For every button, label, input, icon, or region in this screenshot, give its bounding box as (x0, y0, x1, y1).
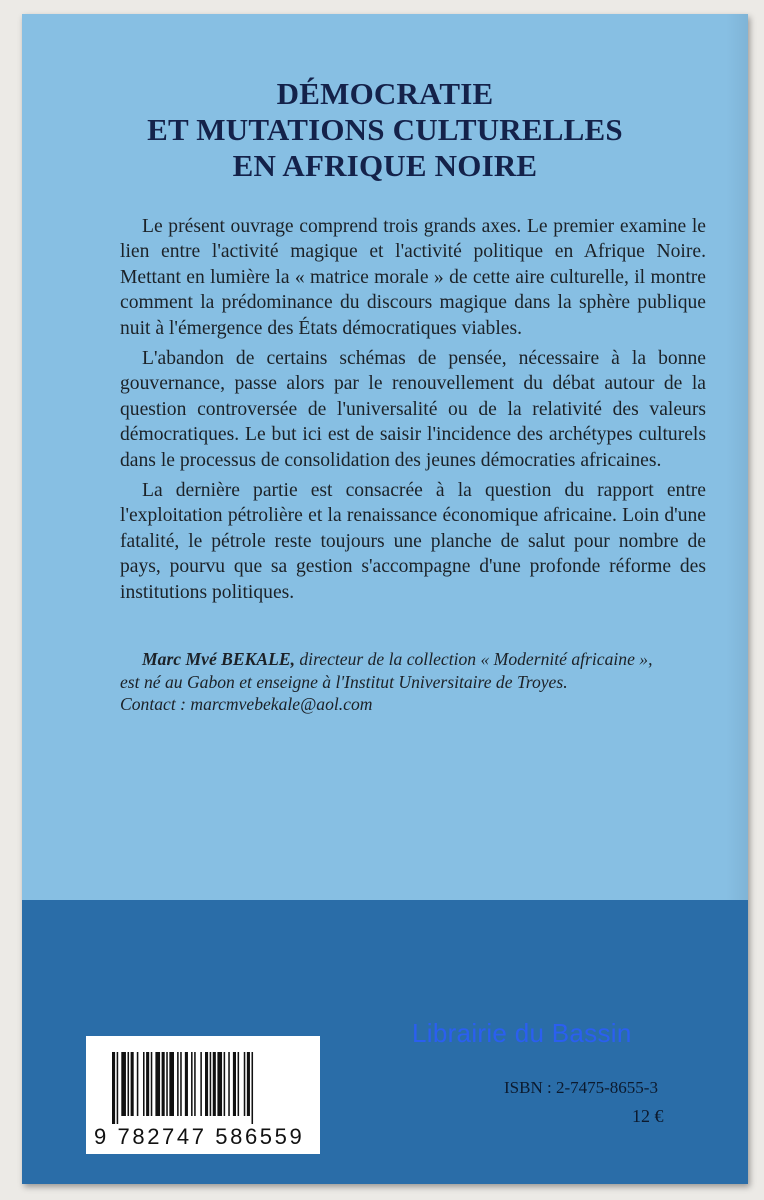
blurb-paragraph-text: La dernière partie est consacrée à la question du rapport entre l'exploitation pétrolière et la renaissance économique africaine. Loin d'une fatalité, le pétrole reste toujours une planche de salut pour nombre de pays, pourvu que sa gestion s'accompagne d'une profonde réforme des institutions politiques. (120, 480, 706, 603)
isbn: ISBN : 2-7475-8655-3 (504, 1078, 658, 1097)
barcode-number: 9 782747 586559 (94, 1124, 305, 1149)
barcode-bar (151, 1052, 153, 1116)
barcode-bar (194, 1052, 196, 1116)
barcode-bar (180, 1052, 182, 1116)
barcode-bar (213, 1052, 216, 1116)
barcode-bar (137, 1052, 139, 1116)
blurb-paragraph-text: L'abandon de certains schémas de pensée, nécessaire à la bonne gouvernance, passe alors par le renouvellement du débat autour de la question controversée de l'universalité ou de la relativité des valeurs démocratiques. Le but ici est de saisir l'incidence des archétypes culturels dans le processus de consolidation des jeunes démocraties africaines. (120, 348, 706, 471)
blurb (120, 214, 706, 610)
title-line-3: EN AFRIQUE NOIRE (232, 148, 538, 183)
author-bio (120, 648, 720, 716)
barcode-bar (177, 1052, 179, 1116)
blurb-paragraph (120, 478, 706, 605)
barcode-bar (244, 1052, 246, 1116)
barcode-bar (238, 1052, 240, 1116)
barcode-bar (185, 1052, 188, 1116)
barcode-icon (112, 1052, 300, 1124)
barcode-bar (121, 1052, 126, 1116)
barcode-bar (146, 1052, 149, 1116)
book-title (22, 76, 748, 184)
bottom-band (22, 900, 748, 1184)
barcode-label (86, 1036, 320, 1154)
bookseller-watermark: Librairie du Bassin (412, 1018, 632, 1048)
barcode-bar (117, 1052, 119, 1124)
barcode-bar (205, 1052, 208, 1116)
author-contact: Contact : marcmvebekale@aol.com (120, 694, 373, 714)
barcode-bar (191, 1052, 193, 1116)
barcode-bar (200, 1052, 202, 1116)
title-line-2: ET MUTATIONS CULTURELLES (147, 112, 623, 147)
author-role: directeur de la collection « Modernité africaine », (294, 649, 653, 669)
barcode-bar (210, 1052, 212, 1116)
title-line-1: DÉMOCRATIE (276, 76, 494, 111)
price: 12 € (632, 1106, 664, 1126)
blurb-paragraph (120, 214, 706, 341)
barcode-bar (128, 1052, 130, 1116)
barcode-bar (252, 1052, 254, 1124)
barcode-bar (166, 1052, 168, 1116)
barcode-bar (224, 1052, 226, 1116)
barcode-bar (169, 1052, 174, 1116)
barcode-bar (162, 1052, 165, 1116)
barcode-bar (247, 1052, 250, 1116)
author-name: Marc Mvé BEKALE, (142, 649, 295, 669)
barcode-bar (217, 1052, 222, 1116)
barcode-bar (143, 1052, 145, 1116)
barcode-bar (131, 1052, 134, 1116)
author-line-2: est né au Gabon et enseigne à l'Institut Universitaire de Troyes. (120, 671, 568, 692)
barcode-bar (155, 1052, 160, 1116)
blurb-paragraph (120, 346, 706, 473)
book-back-cover (22, 14, 748, 1184)
blurb-paragraph-text: Le présent ouvrage comprend trois grands axes. Le premier examine le lien entre l'activité magique et l'activité politique en Afrique Noire. Mettant en lumière la « matrice morale » de cette aire culturelle, il montre comment la prédominance du discours magique dans la sphère publique nuit à l'émergence des États démocratiques viables. (120, 216, 706, 339)
barcode-bar (233, 1052, 236, 1116)
author-line-1 (120, 648, 720, 671)
barcode-bar (228, 1052, 230, 1116)
barcode-bar (112, 1052, 115, 1124)
